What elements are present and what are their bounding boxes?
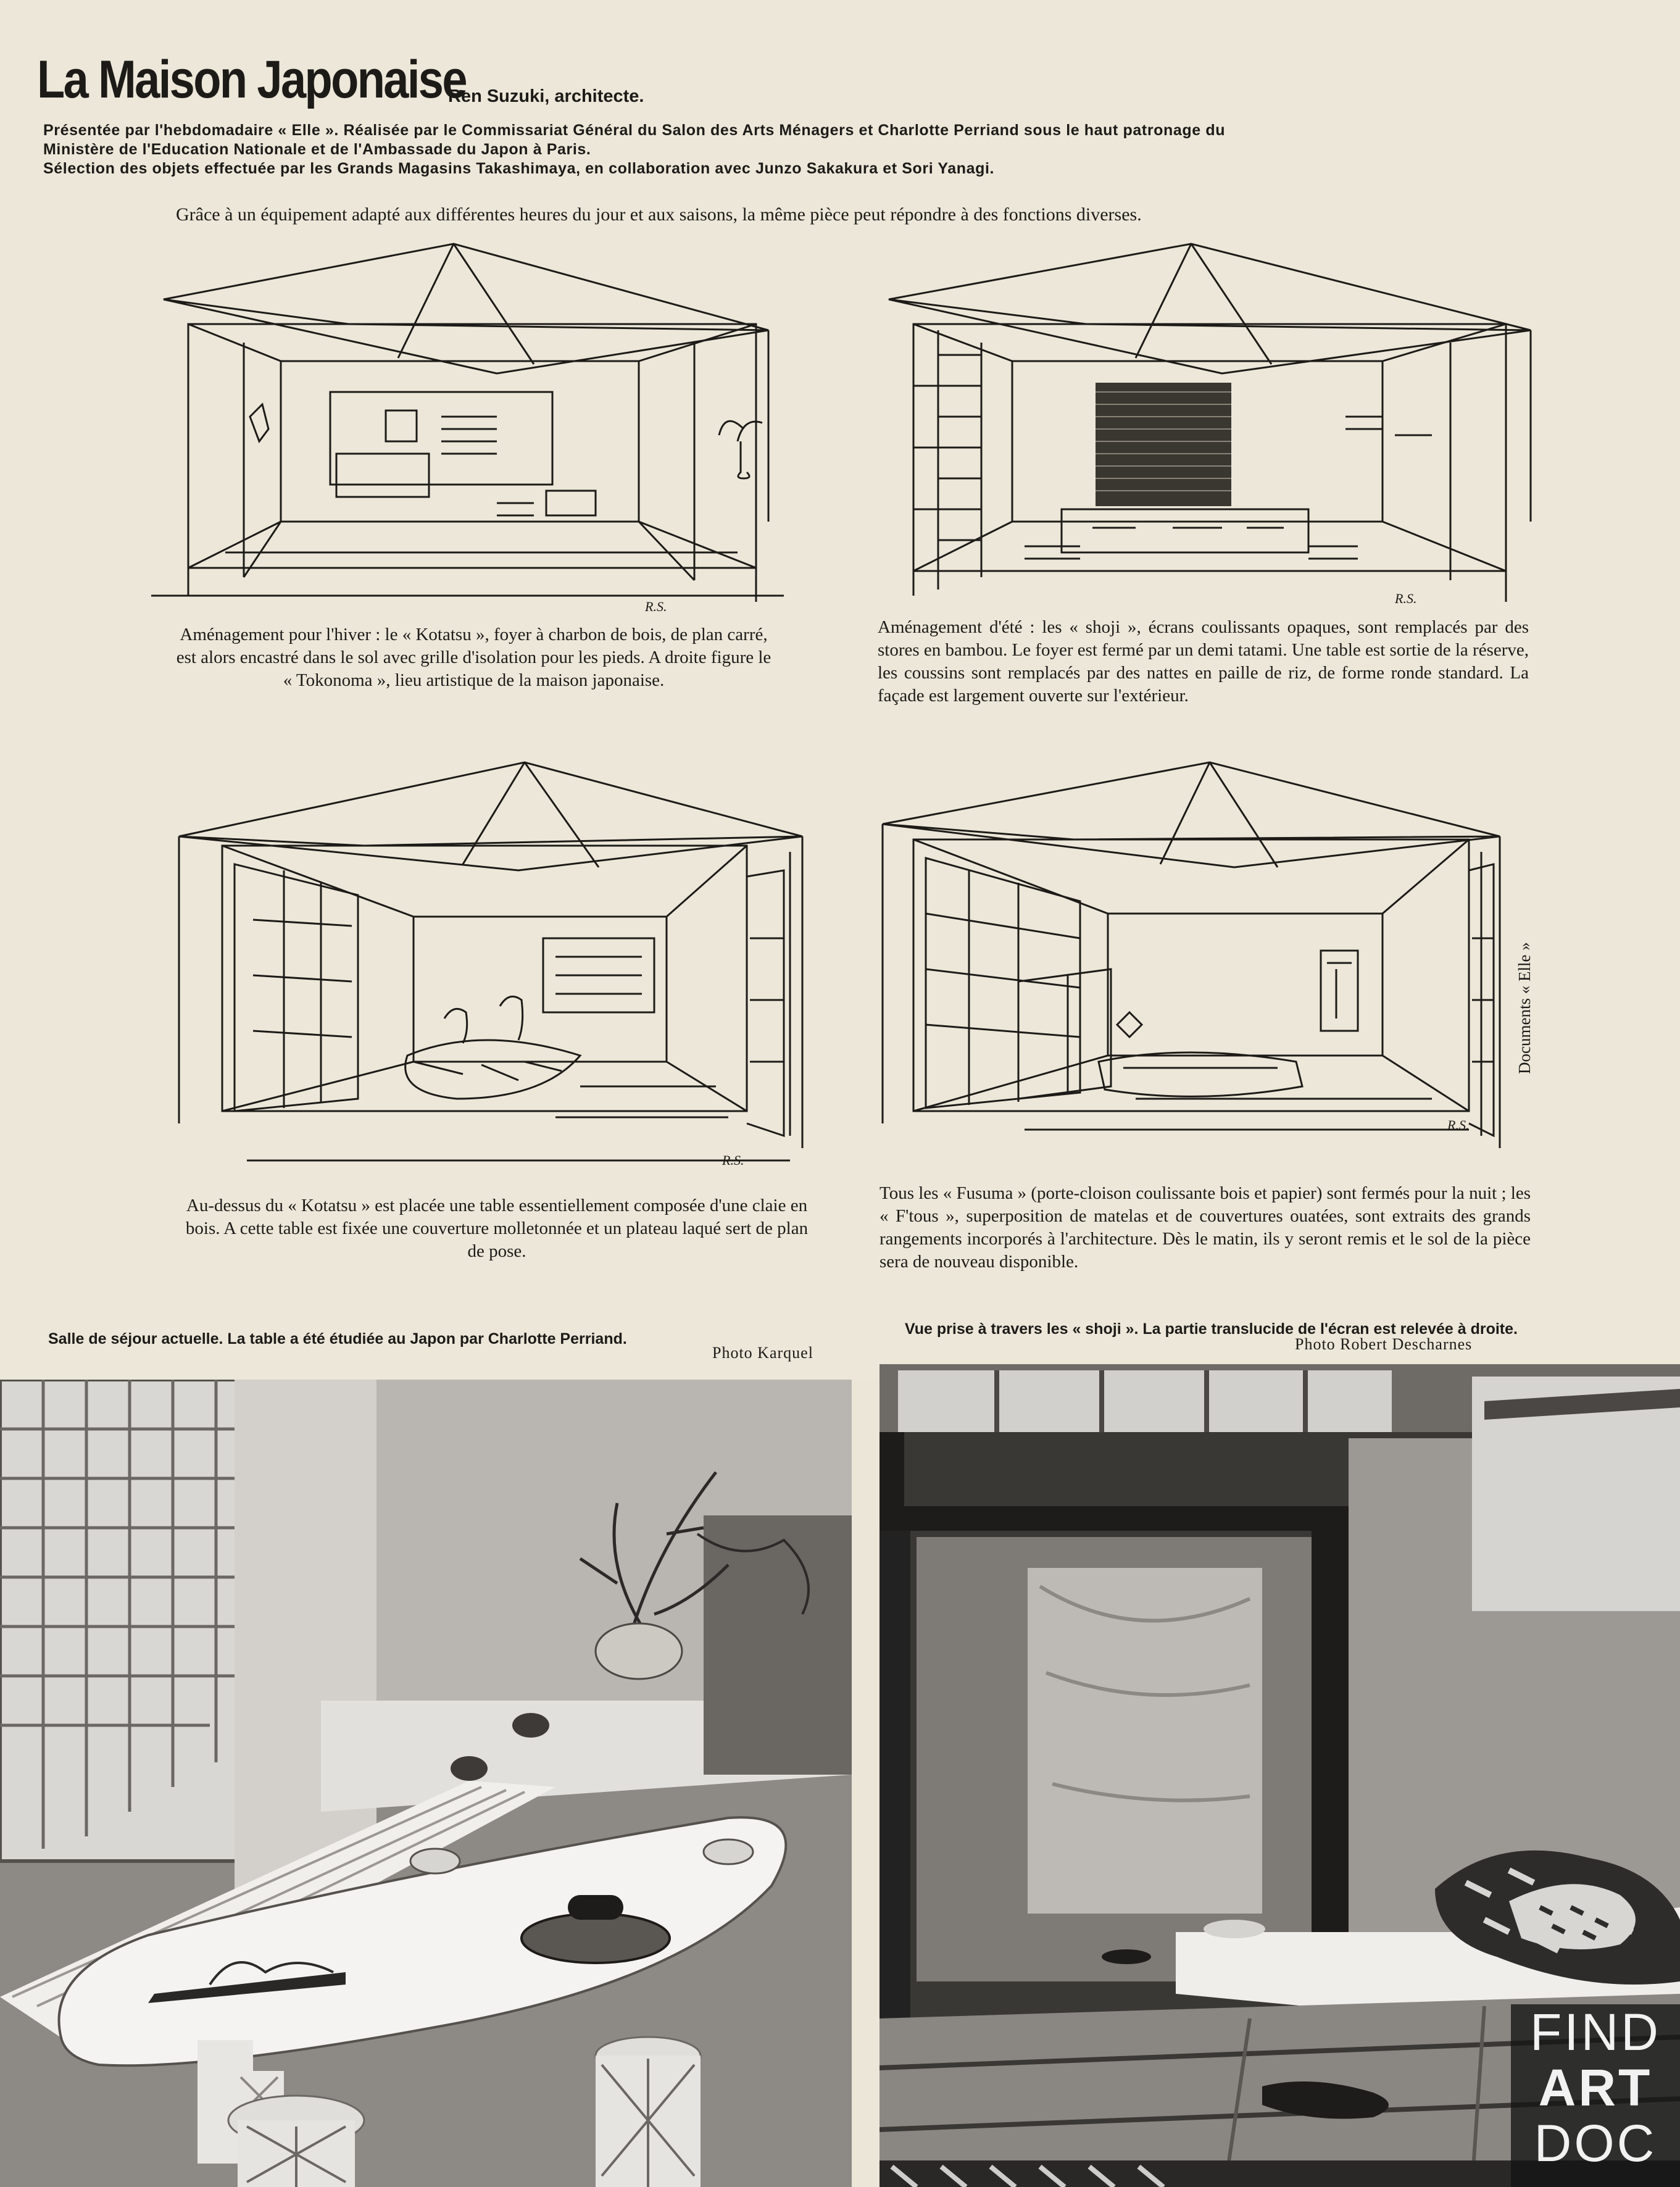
caption-summer: Aménagement d'été : les « shoji », écrans coulissants opaques, sont remplacés par des stores en bambou. Le foyer est fermé par un demi tatami. Une table est sortie de la réserve, les coussins sont remplacés par des nattes en paille de riz, de forme ronde standard. La façade est largement ouverte sur l'extérieur. (878, 617, 1529, 706)
credit-line: Présentée par l'hebdomadaire « Elle ». Réalisée par le Commissariat Général du Salon des Arts Ménagers et Charlotte Perriand sous le haut patronage du (43, 122, 1226, 139)
findartdoc-watermark (1511, 2004, 1680, 2187)
photo-caption-shoji-view: Vue prise à travers les « shoji ». La partie translucide de l'écran est relevée à droite. (905, 1320, 1518, 1338)
watermark-line: DOC (1534, 2114, 1657, 2172)
watermark-line: ART (1538, 2059, 1653, 2117)
documents-credit: Documents « Elle » (1515, 942, 1534, 1074)
caption-winter: Aménagement pour l'hiver : le « Kotatsu », foyer à charbon de bois, de plan carré, est alors encastré dans le sol avec grille d'isolation pour les pieds. A droite figure le « Tokonoma », lieu artistique de la maison japonaise. (176, 625, 771, 690)
photo-living-room (0, 1380, 852, 2187)
drawing-signature: R.S. (722, 1152, 744, 1168)
photo-caption-living-room: Salle de séjour actuelle. La table a été étudiée au Japon par Charlotte Perriand. (48, 1330, 627, 1348)
drawing-signature: R.S. (1395, 591, 1417, 606)
drawing-winter (151, 231, 784, 627)
photo-credit-living-room: Photo Karquel (712, 1344, 813, 1362)
page-title: La Maison Japonaise (37, 50, 466, 109)
drawing-kotatsu-table (173, 753, 809, 1173)
caption-night: Tous les « Fusuma » (porte-cloison coulissante bois et papier) sont fermés pour la nuit ; les « F'tous », superposition de matelas et de couvertures ouatées, sont extraits des grands rangements incorporés à l'architecture. Dès le matin, ils y seront remis et le sol de la pièce sera de nouveau disponible. (880, 1183, 1531, 1272)
drawing-signature: R.S. (645, 599, 667, 614)
drawing-night (876, 753, 1534, 1164)
watermark-line: FIND (1530, 2003, 1661, 2061)
intro-text: Grâce à un équipement adapté aux différentes heures du jour et aux saisons, la même pièce peut répondre à des fonctions diverses. (176, 204, 1142, 225)
caption-kotatsu-table: Au-dessus du « Kotatsu » est placée une table essentiellement composée d'une claie en bois. A cette table est fixée une couverture molletonnée et un plateau laqué sert de plan de pose. (185, 1196, 809, 1261)
credits-block (43, 121, 1524, 178)
architect-credit: Ren Suzuki, architecte. (448, 86, 644, 106)
drawing-summer (876, 231, 1543, 627)
photo-credit-shoji-view: Photo Robert Descharnes (1295, 1335, 1473, 1353)
credit-line: Ministère de l'Education Nationale et de l'Ambassade du Japon à Paris. (43, 141, 591, 158)
credit-line: Sélection des objets effectuée par les Grands Magasins Takashimaya, en collaboration avec Junzo Sakakura et Sori Yanagi. (43, 160, 995, 177)
drawing-signature: R.S. (1447, 1117, 1470, 1133)
